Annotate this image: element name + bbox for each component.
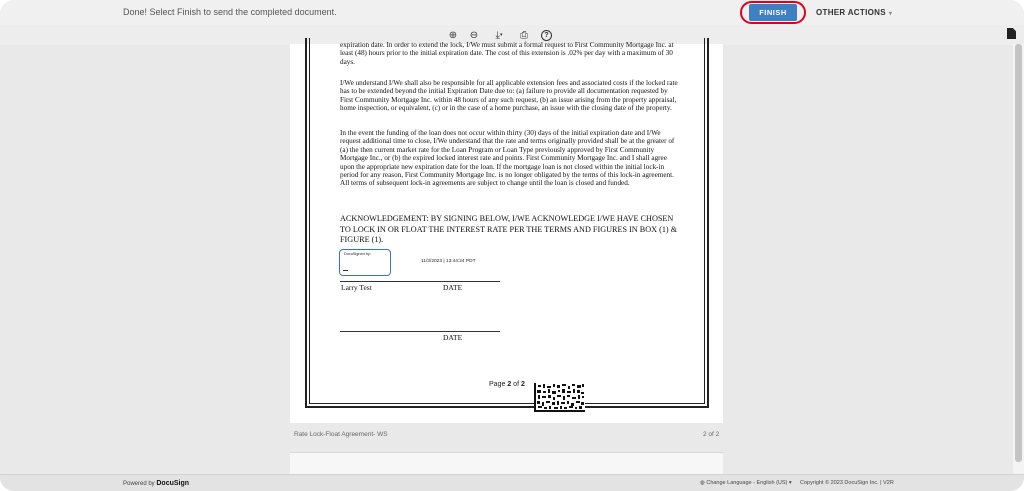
acknowledgement-text: ACKNOWLEDGEMENT: BY SIGNING BELOW, I/WE ACKNOWLEDGE I/WE HAVE CHOSEN TO LOCK IN OR FLOAT THE INTEREST RATE PER THE TERMS AND FIGURES IN BOX (1) & FIGURE (1).	[340, 214, 678, 244]
date-label: DATE	[443, 333, 463, 342]
page-number: Page 2 of 2	[489, 381, 525, 388]
signature-line-2	[340, 331, 500, 332]
signature-timestamp: 11/3/2023 | 13:44:24 PDT	[421, 259, 476, 264]
chevron-down-icon: ▾	[888, 11, 893, 17]
signature-box-label: DocuSigned by:	[344, 252, 371, 256]
scrollbar-thumb[interactable]	[1015, 44, 1022, 462]
completion-message: Done! Select Finish to send the completed document.	[123, 7, 337, 17]
print-icon[interactable]: ⎙	[520, 29, 528, 41]
date-label: DATE	[443, 283, 463, 292]
signature-line-1	[340, 281, 500, 282]
help-icon[interactable]: ?	[541, 30, 552, 41]
paragraph-extension-fees: I/We understand I/We shall also be responsible for all applicable extension fees and associated costs if the locked rate has to be extended beyond the initial Expiration Date due to: (a) failure to provide all documentation requested by First Community Mortgage Inc. within 48 hours of any such request, (b) an issue arising from the property appraisal, home inspection, or equivalent, (c) or in the case of a home purchase, an issue with the closing date of the property.	[340, 79, 678, 113]
download-icon: ⤓	[495, 29, 500, 41]
globe-icon: ◍	[700, 480, 705, 486]
chevron-down-icon: ▾	[788, 480, 792, 486]
chevron-down-icon: ▾	[499, 32, 503, 38]
change-language-link[interactable]: ◍ Change Language - English (US) ▾	[700, 480, 792, 486]
powered-by: Powered by DocuSign	[123, 480, 190, 487]
docusign-logo: DocuSign	[156, 480, 190, 487]
signer-name: Larry Test	[341, 283, 372, 292]
datamatrix-barcode	[534, 383, 585, 412]
page-footer	[0, 474, 1024, 491]
zoom-out-icon[interactable]: ⊖	[469, 29, 479, 41]
other-actions-menu[interactable]	[816, 8, 892, 17]
document-name: Rate Lock-Float Agreement- WS	[294, 431, 388, 438]
signature-mark	[343, 270, 348, 271]
finish-button[interactable]: FINISH	[749, 4, 797, 21]
top-action-bar	[0, 0, 1024, 26]
zoom-in-icon[interactable]: ⊕	[448, 29, 458, 41]
paragraph-extension-cost: expiration date. In order to extend the lock, I/We must submit a formal request to First Community Mortgage Inc. at least (48) hours prior to the initial expiration date. The cost of this extension is .02% per day with a maximum of 30 days.	[340, 41, 674, 66]
paragraph-funding: In the event the funding of the loan does not occur within thirty (30) days of the initial expiration date and I/We request additional time to close, I/We understand that the rate and terms originally provided shall be at the greater of (a) the then current market rate for the Loan Program or Loan Type previously approved by First Community Mortgage Inc., or (b) the expired locked interest rate and points. First Community Mortgage Inc. and I shall agree upon the appropriate new expiration date for the loan. If the mortgage loan is not closed within the initial lock-in period for any reason, First Community Mortgage Inc. is no longer obligated by the terms of this lock-in agreement. All terms of subsequent lock-in agreements are subject to change until the loan is closed and funded.	[340, 129, 675, 188]
document-page-count: 2 of 2	[703, 431, 720, 438]
signature-box[interactable]	[339, 249, 391, 276]
other-actions-label: OTHER ACTIONS	[816, 8, 886, 17]
copyright-text: Copyright © 2023 DocuSign Inc. | V2R	[800, 480, 894, 486]
